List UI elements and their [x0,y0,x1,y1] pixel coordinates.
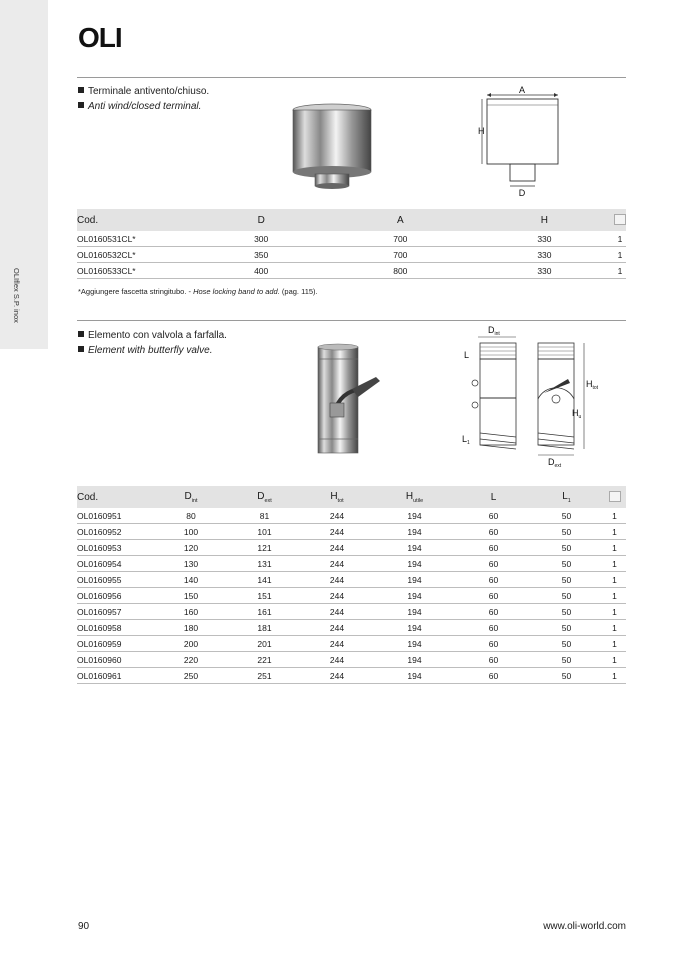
table-cell: 60 [457,572,530,588]
table-header-row [77,486,626,508]
table-cell: 1 [603,572,626,588]
table-cell: 194 [372,556,457,572]
package-icon [603,486,626,508]
table-cell: 80 [155,508,227,524]
table-cell: 1 [603,652,626,668]
table-cell: 50 [530,652,603,668]
table-cell: 1 [603,508,626,524]
table-cell: 194 [372,604,457,620]
table-row [77,540,626,556]
header-l: L [457,486,530,508]
table-cell: 60 [457,636,530,652]
table-cell: 1 [603,524,626,540]
table-cell: 130 [155,556,227,572]
table-cell: 244 [302,620,372,636]
table-row [77,263,626,279]
table-cell: 194 [372,540,457,556]
table-cell: 194 [372,524,457,540]
table-row [77,231,626,247]
table-cell: 251 [227,668,302,684]
table-cell: 60 [457,652,530,668]
table-cell: 100 [155,524,227,540]
page-number: 90 [78,921,90,932]
drawing-label-l: L [464,350,470,360]
table-cell: OL0160952 [77,524,155,540]
table-cell: 60 [457,540,530,556]
table-cell: 131 [227,556,302,572]
table-cell: 150 [155,588,227,604]
table-cell: OL0160955 [77,572,155,588]
table-cell: 400 [197,263,326,279]
table-cell: 50 [530,668,603,684]
header-code: Cod. [77,209,197,231]
table-cell: 160 [155,604,227,620]
table-cell: 50 [530,524,603,540]
table-cell: OL0160533CL* [77,263,197,279]
table-cell: 50 [530,572,603,588]
table-cell: 194 [372,652,457,668]
table-cell: 50 [530,508,603,524]
oli-logo: OLI [78,22,122,53]
table-cell: 50 [530,604,603,620]
section2-title-en: Element with butterfly valve. [78,345,213,356]
table-cell: 1 [603,620,626,636]
table-cell: OL0160958 [77,620,155,636]
table-cell: 194 [372,620,457,636]
table-cell: 50 [530,540,603,556]
table-row [77,620,626,636]
table-cell: 1 [603,540,626,556]
table-cell: OL0160532CL* [77,247,197,263]
drawing-label-hu: $H_u$ [572,408,582,420]
table-cell: 50 [530,556,603,572]
table-row [77,668,626,684]
table-cell: 700 [326,247,475,263]
header-h: H [475,209,614,231]
drawing-label-htot: $H_{tot}$ [586,379,599,391]
table-row [77,524,626,540]
table-cell: OL0160951 [77,508,155,524]
table-cell: 1 [603,588,626,604]
table-cell: 151 [227,588,302,604]
table-row [77,652,626,668]
table-row [77,247,626,263]
terminal-technical-drawing [478,85,578,200]
table-cell: 101 [227,524,302,540]
header-a: A [326,209,475,231]
header-l1: $L_1$ [530,486,603,508]
table-cell: 60 [457,524,530,540]
valve-element-table [77,486,626,684]
table-cell: 244 [302,540,372,556]
table-cell: OL0160957 [77,604,155,620]
section2-title-it: Elemento con valvola a farfalla. [78,330,227,341]
table-cell: OL0160960 [77,652,155,668]
footnote: *Aggiungere fascetta stringitubo. - Hose locking band to add. (pag. 115). [78,287,318,296]
table-cell: 60 [457,668,530,684]
table-cell: 1 [603,556,626,572]
table-cell: OL0160956 [77,588,155,604]
table-cell: 244 [302,604,372,620]
table-cell: 244 [302,508,372,524]
table-cell: 221 [227,652,302,668]
website-url: www.oli-world.com [543,921,626,932]
table-cell: 330 [475,247,614,263]
section1-title-it: Terminale antivento/chiuso. [78,86,209,97]
table-cell: 1 [603,604,626,620]
table-cell: 201 [227,636,302,652]
table-row [77,572,626,588]
drawing-label-a: A [518,85,526,95]
table-cell: 194 [372,508,457,524]
table-cell: 800 [326,263,475,279]
section-divider [77,77,626,78]
table-cell: 141 [227,572,302,588]
drawing-label-dext: $D_{ext}$ [548,457,562,469]
table-cell: 244 [302,652,372,668]
table-row [77,588,626,604]
table-cell: 120 [155,540,227,556]
table-cell: OL0160531CL* [77,231,197,247]
drawing-label-h: H [478,126,485,136]
section1-title-en: Anti wind/closed terminal. [78,101,201,112]
valve-element-technical-drawing [458,325,608,470]
table-cell: 330 [475,263,614,279]
table-row [77,604,626,620]
table-cell: 181 [227,620,302,636]
table-cell: 244 [302,636,372,652]
header-htot: $H_{tot}$ [302,486,372,508]
table-cell: 1 [603,636,626,652]
table-cell: OL0160953 [77,540,155,556]
table-cell: 194 [372,668,457,684]
terminal-product-photo [285,100,380,192]
table-cell: 60 [457,556,530,572]
package-icon [614,209,626,231]
table-row [77,636,626,652]
table-cell: 244 [302,556,372,572]
table-cell: 244 [302,524,372,540]
table-cell: 50 [530,636,603,652]
table-cell: 50 [530,620,603,636]
table-cell: 350 [197,247,326,263]
table-cell: 161 [227,604,302,620]
header-dext: $D_{ext}$ [227,486,302,508]
side-label: OLIflex S.P. inox [12,268,21,323]
table-cell: 180 [155,620,227,636]
table-cell: 140 [155,572,227,588]
table-cell: 1 [603,668,626,684]
table-cell: 50 [530,588,603,604]
table-cell: 1 [614,231,626,247]
table-cell: 244 [302,668,372,684]
table-cell: 194 [372,636,457,652]
table-cell: 300 [197,231,326,247]
sidebar-strip [0,0,48,349]
table-cell: 244 [302,572,372,588]
header-d: D [197,209,326,231]
table-cell: 1 [614,247,626,263]
valve-element-product-photo [310,343,385,458]
table-cell: 60 [457,620,530,636]
header-hutile: $H_{utile}$ [372,486,457,508]
table-cell: 194 [372,588,457,604]
table-cell: 700 [326,231,475,247]
table-cell: 194 [372,572,457,588]
header-dint: $D_{int}$ [155,486,227,508]
table-cell: 121 [227,540,302,556]
table-row [77,556,626,572]
table-header-row [77,209,626,231]
table-cell: 60 [457,604,530,620]
table-cell: OL0160959 [77,636,155,652]
header-code: Cod. [77,486,155,508]
table-cell: 60 [457,588,530,604]
terminal-table [77,209,626,279]
table-cell: 244 [302,588,372,604]
table-cell: 81 [227,508,302,524]
table-cell: 1 [614,263,626,279]
table-row [77,508,626,524]
drawing-label-dint: $D_{int}$ [488,325,500,337]
table-cell: 220 [155,652,227,668]
table-cell: 330 [475,231,614,247]
drawing-label-d: D [518,188,526,198]
drawing-label-l1: $L_1$ [462,434,470,446]
section-divider [77,320,626,321]
table-cell: 250 [155,668,227,684]
table-cell: OL0160961 [77,668,155,684]
table-cell: 200 [155,636,227,652]
table-cell: 60 [457,508,530,524]
table-cell: OL0160954 [77,556,155,572]
